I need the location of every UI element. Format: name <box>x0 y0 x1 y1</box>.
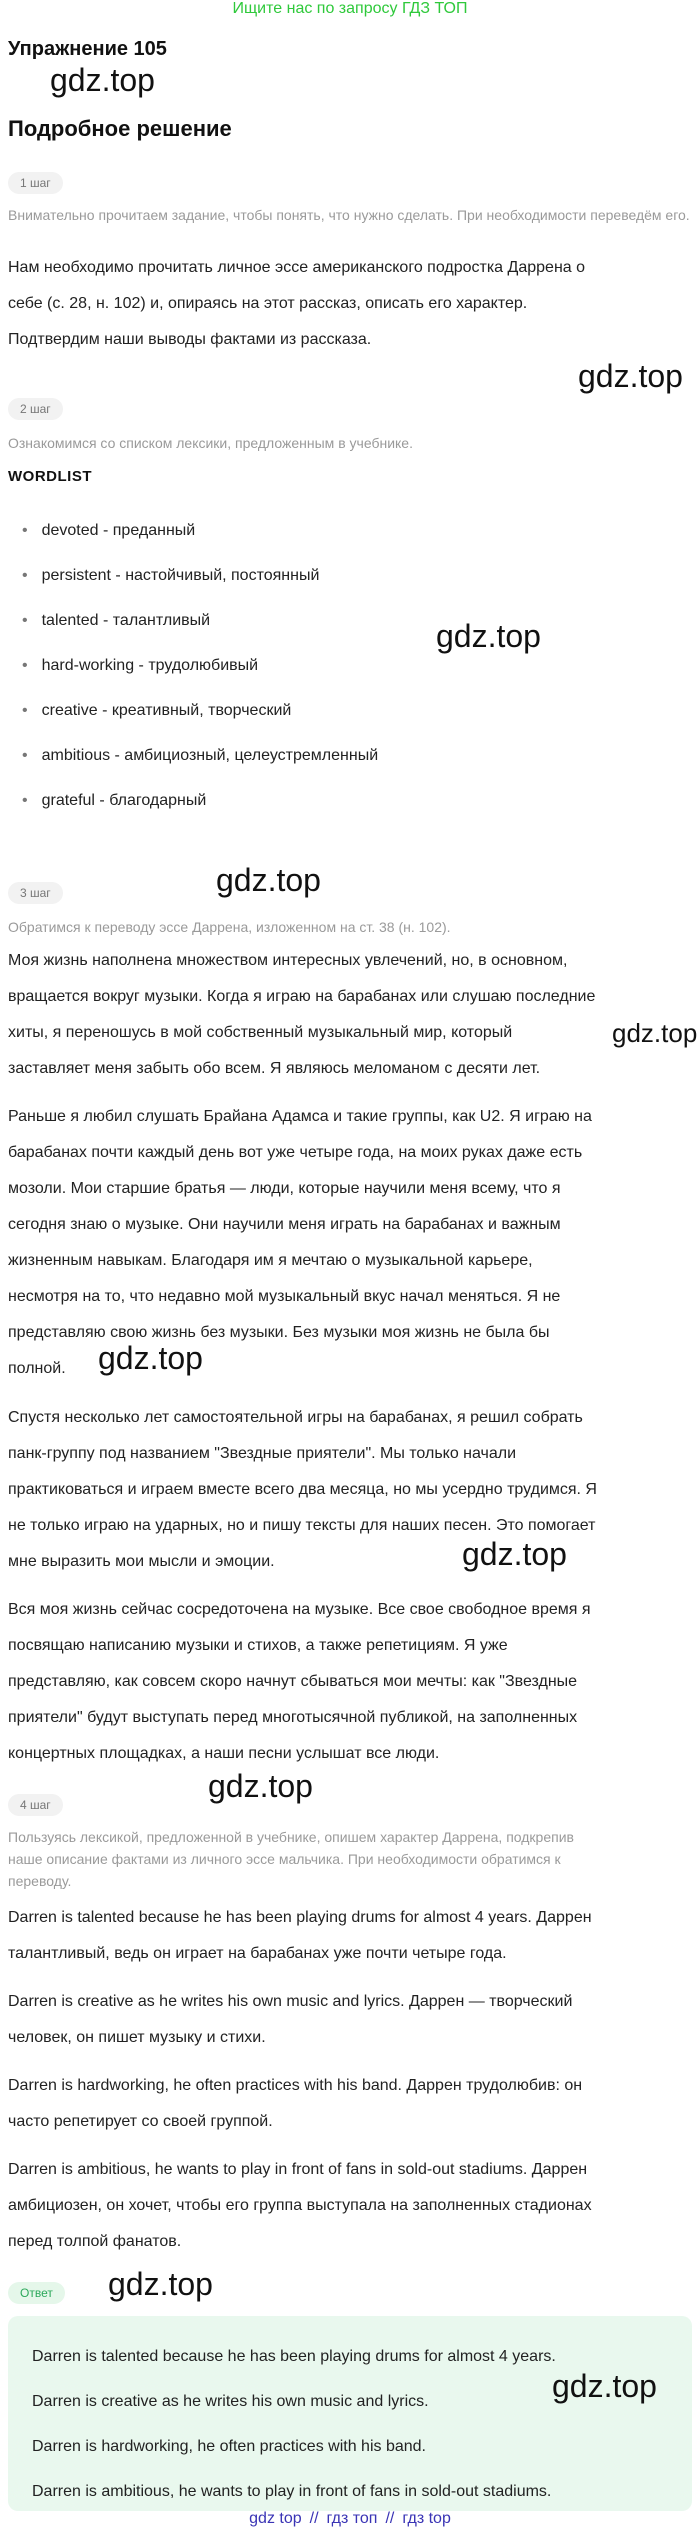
answer-line: Darren is hardworking, he often practices with his band. <box>32 2438 426 2455</box>
paragraph-line: Подтвердим наши выводы фактами из рассказа. <box>8 331 372 348</box>
paragraph-line: амбициозен, он хочет, чтобы его группа выступала на заполненных стадионах <box>8 2197 592 2214</box>
paragraph-line: не только играю на ударных, но и пишу тексты для наших песен. Это помогает <box>8 1517 596 1534</box>
watermark: gdz.top <box>208 1768 313 1804</box>
watermark: gdz.top <box>436 618 541 654</box>
paragraph-line: перед толпой фанатов. <box>8 2233 182 2250</box>
paragraph-line: концертных площадках, а наши песни услышат все люди. <box>8 1745 440 1762</box>
paragraph-line: барабанах почти каждый день вот уже четыре года, на моих руках даже есть <box>8 1144 583 1161</box>
watermark: gdz.top <box>462 1536 567 1572</box>
step-note: Внимательно прочитаем задание, чтобы понять, что нужно сделать. При необходимости переведём его. <box>8 207 690 223</box>
paragraph-line: Darren is hardworking, he often practices with his band. Даррен трудолюбив: он <box>8 2077 583 2094</box>
step-note: Обратимся к переводу эссе Даррена, изложенном на ст. 38 (н. 102). <box>8 919 451 935</box>
paragraph-line: жизненным навыкам. Благодаря им я мечтаю о музыкальной карьере, <box>8 1252 533 1269</box>
wordlist-item: • creative - креативный, творческий <box>22 702 292 719</box>
bullet-icon: • <box>22 792 28 809</box>
paragraph-line: полной. <box>8 1360 66 1377</box>
paragraph-line: несмотря на то, что недавно мой музыкальный вкус начал меняться. Я не <box>8 1288 561 1305</box>
answer-line: Darren is creative as he writes his own music and lyrics. <box>32 2393 429 2410</box>
paragraph-line: Раньше я любил слушать Брайана Адамса и такие группы, как U2. Я играю на <box>8 1108 592 1125</box>
paragraph-line: Спустя несколько лет самостоятельной игры на барабанах, я решил собрать <box>8 1409 583 1426</box>
watermark: gdz.top <box>108 2266 213 2302</box>
paragraph-line: человек, он пишет музыку и стихи. <box>8 2029 266 2046</box>
paragraph-line: заставляет меня забыть обо всем. Я являюсь меломаном с десяти лет. <box>8 1060 541 1077</box>
paragraph-line: представляю, как совсем скоро начнут сбываться мои мечты: как "Звездные <box>8 1673 578 1690</box>
watermark: gdz.top <box>612 1018 698 1048</box>
answer-line: Darren is ambitious, he wants to play in front of fans in sold-out stadiums. <box>32 2483 552 2500</box>
paragraph-line: талантливый, ведь он играет на барабанах уже почти четыре года. <box>8 1945 507 1962</box>
paragraph-line: посвящаю написанию музыки и стихов, а также репетициям. Я уже <box>8 1637 508 1654</box>
bullet-icon: • <box>22 522 28 539</box>
wordlist-item: • ambitious - амбициозный, целеустремленный <box>22 747 379 764</box>
watermark: gdz.top <box>98 1340 203 1376</box>
wordlist-title: WORDLIST <box>8 468 92 485</box>
link-separator: // <box>309 2510 319 2527</box>
paragraph-line: мозоли. Мои старшие братья — люди, которые научили меня всему, что я <box>8 1180 561 1197</box>
watermark: gdz.top <box>50 62 155 98</box>
paragraph-line: Darren is talented because he has been playing drums for almost 4 years. Даррен <box>8 1909 592 1926</box>
answer-box <box>8 2316 692 2511</box>
bullet-icon: • <box>22 747 28 764</box>
step-note: Ознакомимся со списком лексики, предложенным в учебнике. <box>8 435 413 451</box>
step-note-line: переводу. <box>8 1873 72 1889</box>
paragraph-line: хиты, я переношусь в мой собственный музыкальный мир, который <box>8 1024 513 1041</box>
paragraph-line: практиковаться и играем вместе всего два месяца, но мы усердно трудимся. Я <box>8 1481 597 1498</box>
bullet-icon: • <box>22 657 28 674</box>
paragraph-line: панк-группу под названием "Звездные приятели". Мы только начали <box>8 1445 517 1462</box>
bottom-link[interactable]: гдз top <box>402 2510 451 2527</box>
step-badge: 1 шаг <box>8 172 63 194</box>
bullet-icon: • <box>22 702 28 719</box>
answer-badge: Ответ <box>8 2282 65 2304</box>
paragraph-line: Вся моя жизнь сейчас сосредоточена на музыке. Все свое свободное время я <box>8 1601 591 1618</box>
wordlist-item: • talented - талантливый <box>22 612 211 629</box>
paragraph-line: вращается вокруг музыки. Когда я играю на барабанах или слушаю последние <box>8 988 596 1005</box>
link-separator: // <box>385 2510 395 2527</box>
step-badge: 4 шаг <box>8 1794 63 1816</box>
section-title: Подробное решение <box>8 116 232 141</box>
wordlist-item: • persistent - настойчивый, постоянный <box>22 567 320 584</box>
watermark: gdz.top <box>578 358 683 394</box>
paragraph-line: часто репетирует со своей группой. <box>8 2113 273 2130</box>
step-note-line: наше описание фактами из личного эссе мальчика. При необходимости обратимся к <box>8 1851 561 1867</box>
paragraph-line: Моя жизнь наполнена множеством интересных увлечений, но, в основном, <box>8 952 568 969</box>
step-badge: 2 шаг <box>8 398 63 420</box>
bullet-icon: • <box>22 612 28 629</box>
wordlist-item: • hard-working - трудолюбивый <box>22 657 259 674</box>
paragraph-line: Нам необходимо прочитать личное эссе американского подростка Даррена о <box>8 259 586 276</box>
paragraph-line: мне выразить мои мысли и эмоции. <box>8 1553 275 1570</box>
paragraph-line: Darren is ambitious, he wants to play in front of fans in sold-out stadiums. Даррен <box>8 2161 588 2178</box>
paragraph-line: представляю свою жизнь без музыки. Без музыки моя жизнь не была бы <box>8 1324 550 1341</box>
bullet-icon: • <box>22 567 28 584</box>
step-badge: 3 шаг <box>8 882 63 904</box>
paragraph-line: себе (с. 28, н. 102) и, опираясь на этот рассказ, описать его характер. <box>8 295 528 312</box>
watermark: gdz.top <box>216 862 321 898</box>
paragraph-line: сегодня знаю о музыке. Они научили меня играть на барабанах и важным <box>8 1216 561 1233</box>
answer-line: Darren is talented because he has been playing drums for almost 4 years. <box>32 2348 556 2365</box>
wordlist-item: • grateful - благодарный <box>22 792 207 809</box>
bottom-link[interactable]: гдз топ <box>326 2510 378 2527</box>
step-note-line: Пользуясь лексикой, предложенной в учебнике, опишем характер Даррена, подкрепив <box>8 1829 574 1845</box>
bottom-link[interactable]: gdz top <box>249 2510 302 2527</box>
exercise-title: Упражнение 105 <box>8 38 167 60</box>
wordlist-item: • devoted - преданный <box>22 522 196 539</box>
search-banner[interactable]: Ищите нас по запросу ГДЗ ТОП <box>232 0 468 17</box>
bottom-links <box>0 2510 700 2528</box>
paragraph-line: приятели" будут выступать перед многотысячной публикой, на заполненных <box>8 1709 578 1726</box>
watermark: gdz.top <box>552 2368 657 2404</box>
paragraph-line: Darren is creative as he writes his own music and lyrics. Даррен — творческий <box>8 1993 573 2010</box>
